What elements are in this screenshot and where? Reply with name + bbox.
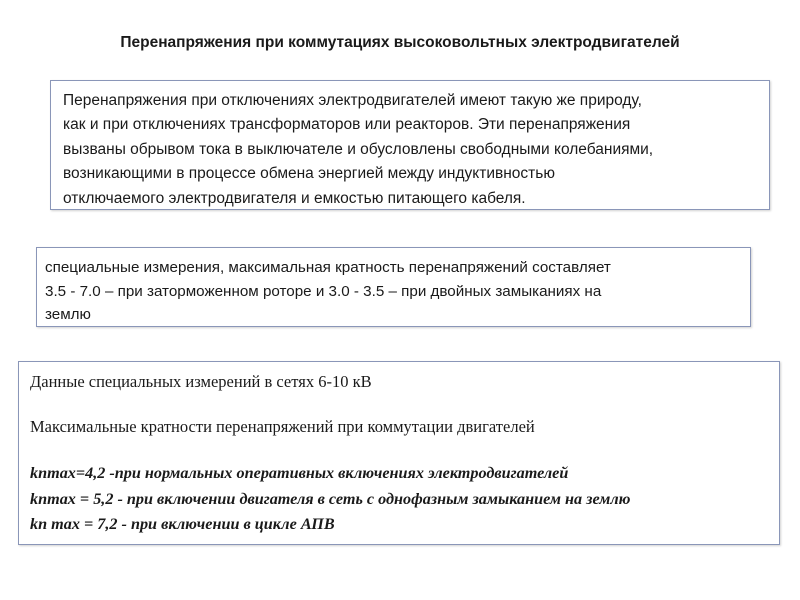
special-data-subheading: Максимальные кратности перенапряжений при коммутации двигателей bbox=[30, 417, 535, 436]
description-line: возникающими в процессе обмена энергией между индуктивностью bbox=[63, 165, 555, 183]
page-title: Перенапряжения при коммутациях высоковольтных электродвигателей bbox=[120, 34, 680, 51]
measurements-line: землю bbox=[45, 306, 91, 323]
text-box-measurements bbox=[36, 247, 751, 327]
description-line: отключаемого электродвигателя и емкостью питающего кабеля. bbox=[63, 189, 526, 207]
measurements-line: 3.5 - 7.0 – при заторможенном роторе и 3.0 - 3.5 – при двойных замыканиях на bbox=[45, 282, 602, 300]
formula-list bbox=[30, 461, 779, 538]
text-box-description bbox=[50, 80, 770, 210]
measurements-line: специальные измерения, максимальная кратность перенапряжений составляет bbox=[45, 259, 611, 276]
formula-line: kпmax=4,2 -при нормальных оперативных включениях электродвигателей bbox=[30, 464, 569, 482]
formula-line: kп max = 7,2 - при включении в цикле АПВ bbox=[30, 515, 335, 533]
text-box-special-data bbox=[18, 361, 780, 545]
formula-line: kпmax = 5,2 - при включении двигателя в сеть с однофазным замыканием на землю bbox=[30, 489, 631, 508]
description-line: вызваны обрывом тока в выключателе и обусловлены свободными колебаниями, bbox=[63, 140, 654, 158]
special-data-heading: Данные специальных измерений в сетях 6-10 кВ bbox=[30, 372, 372, 391]
description-line: Перенапряжения при отключениях электродвигателей имеют такую же природу, bbox=[63, 92, 642, 109]
description-line: как и при отключениях трансформаторов или реакторов. Эти перенапряжения bbox=[63, 116, 631, 134]
